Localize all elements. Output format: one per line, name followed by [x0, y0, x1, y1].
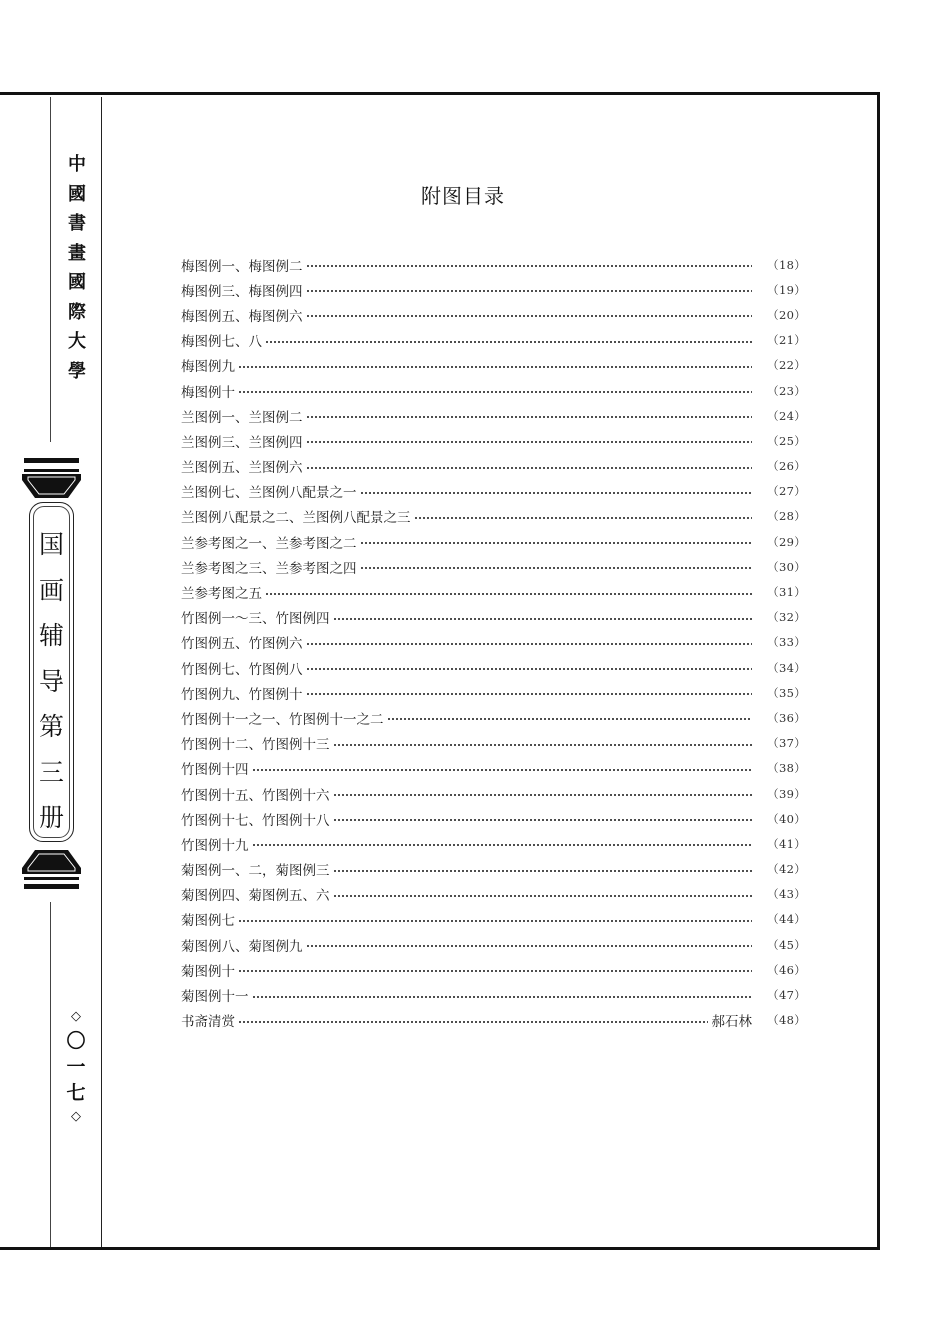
dot-leader: [238, 920, 752, 922]
toc-entry: [181, 705, 806, 730]
dot-leader: [252, 844, 753, 846]
dot-leader: [360, 542, 753, 544]
page-number-char: 〇: [66, 1030, 86, 1052]
book-title-char: 画: [38, 575, 64, 605]
dot-leader: [306, 265, 753, 267]
toc-entry: [181, 353, 806, 378]
toc-entry: [181, 831, 806, 856]
toc-entry-label: 菊图例七: [181, 909, 236, 929]
toc-entry-page: （37）: [767, 736, 806, 751]
book-title-char: 册: [38, 803, 64, 832]
dot-leader: [265, 341, 752, 343]
toc-entry-page: （22）: [767, 358, 806, 373]
ornament-bar: [24, 877, 79, 880]
dot-leader: [238, 391, 752, 393]
dot-leader: [238, 1021, 708, 1023]
dot-leader: [414, 517, 753, 519]
toc-entry-page: （47）: [767, 988, 806, 1003]
toc-entry: [181, 579, 806, 604]
toc-entry-page: （42）: [767, 862, 806, 877]
toc-entry-label: 竹图例十四: [181, 758, 250, 778]
toc-entry: [181, 454, 806, 479]
toc-entry-label: 兰图例八配景之二、兰图例八配景之三: [181, 506, 412, 526]
toc-entry: [181, 328, 806, 353]
toc-entry: [181, 378, 806, 403]
series-title-char: 際: [68, 301, 86, 323]
series-title-char: 大: [68, 331, 86, 352]
toc-entry-page: （43）: [767, 887, 806, 902]
toc-entry-page: （34）: [767, 660, 806, 675]
toc-entry: [181, 630, 806, 655]
toc-entry-label: 兰图例三、兰图例四: [181, 431, 304, 451]
toc-entry-label: 竹图例十一之一、竹图例十一之二: [181, 708, 385, 728]
chevron-ornament-bottom: [22, 850, 81, 874]
toc-entry: [181, 806, 806, 831]
toc-entry-label: 兰参考图之三、兰参考图之四: [181, 557, 358, 577]
toc-entry-label: 梅图例十: [181, 381, 236, 401]
toc-entry: [181, 882, 806, 907]
series-title-char: 國: [68, 183, 86, 205]
dot-leader: [387, 718, 753, 720]
toc-entry: [181, 605, 806, 630]
toc-entry-page: （19）: [767, 282, 806, 297]
toc-title: 附图目录: [421, 184, 505, 208]
toc-entry-label: 梅图例一、梅图例二: [181, 255, 304, 275]
toc-entry: [181, 857, 806, 882]
series-title-char: 學: [68, 360, 86, 382]
toc-entry: [181, 1008, 806, 1033]
toc-entry-label: 兰参考图之一、兰参考图之二: [181, 532, 358, 552]
dot-leader: [360, 492, 753, 494]
dot-leader: [306, 643, 753, 645]
toc-entry-label: 竹图例九、竹图例十: [181, 683, 304, 703]
toc-entry-page: （45）: [767, 937, 806, 952]
dot-leader: [306, 315, 753, 317]
toc-entry-label: 竹图例七、竹图例八: [181, 658, 304, 678]
toc-entry-label: 菊图例八、菊图例九: [181, 935, 304, 955]
toc-entry-label: 梅图例五、梅图例六: [181, 305, 304, 325]
toc-entry-label: 书斋清赏: [181, 1010, 236, 1030]
toc-entry: [181, 554, 806, 579]
toc-entry-label: 竹图例十七、竹图例十八: [181, 809, 331, 829]
toc-entry-page: （31）: [767, 585, 806, 600]
toc-entry-label: 竹图例十五、竹图例十六: [181, 784, 331, 804]
ornament-bar: [24, 884, 79, 889]
book-title-char: 导: [38, 666, 64, 696]
toc-entry-page: （32）: [767, 610, 806, 625]
toc-entry-label: 梅图例七、八: [181, 330, 263, 350]
toc-entry-page: （46）: [767, 962, 806, 977]
series-title-char: 書: [68, 213, 86, 234]
toc-entry-page: （29）: [767, 534, 806, 549]
dot-leader: [238, 366, 752, 368]
dot-leader: [333, 870, 753, 872]
spine-rule-top: [50, 97, 51, 442]
toc-entry-label: 竹图例五、竹图例六: [181, 632, 304, 652]
toc-entry-page: （18）: [767, 257, 806, 272]
toc-entry-page: （25）: [767, 433, 806, 448]
book-title: [29, 522, 74, 841]
toc-entry-page: （41）: [767, 836, 806, 851]
toc-entry: [181, 932, 806, 957]
dot-leader: [306, 467, 753, 469]
toc-entry-page: （30）: [767, 559, 806, 574]
dot-leader: [252, 996, 753, 998]
toc-list: [181, 252, 806, 1033]
toc-entry-label: 兰图例一、兰图例二: [181, 406, 304, 426]
toc-entry-page: （35）: [767, 685, 806, 700]
dot-leader: [306, 668, 753, 670]
dot-leader: [252, 769, 753, 771]
toc-entry: [181, 756, 806, 781]
toc-entry-label: 兰图例五、兰图例六: [181, 456, 304, 476]
dot-leader: [265, 593, 752, 595]
dot-leader: [306, 693, 753, 695]
toc-entry-label: 菊图例十: [181, 960, 236, 980]
toc-entry-label: 菊图例一、二，菊图例三: [181, 859, 331, 879]
toc-entry-label: 竹图例一～三、竹图例四: [181, 607, 331, 627]
book-title-char: 第: [38, 712, 64, 741]
toc-entry-label: 菊图例四、菊图例五、六: [181, 884, 331, 904]
toc-entry: [181, 731, 806, 756]
chevron-ornament-top: [22, 474, 81, 498]
series-title-char: 國: [68, 272, 86, 293]
series-title: [64, 150, 90, 386]
toc-entry-label: 梅图例三、梅图例四: [181, 280, 304, 300]
diamond-icon: ◇: [71, 1009, 81, 1024]
dot-leader: [333, 794, 753, 796]
spine-divider: [101, 97, 102, 1247]
toc-entry: [181, 529, 806, 554]
page-number-char: 一: [66, 1056, 86, 1078]
toc-entry: [181, 655, 806, 680]
toc-entry: [181, 957, 806, 982]
series-title-char: 中: [68, 154, 86, 175]
toc-entry-page: （33）: [767, 635, 806, 650]
page-number-char: 七: [66, 1082, 86, 1104]
toc-entry-page: （44）: [767, 912, 806, 927]
toc-entry-page: （24）: [767, 408, 806, 423]
ornament-bar: [24, 469, 79, 472]
toc-entry-label: 菊图例十一: [181, 985, 250, 1005]
toc-entry-label: 兰参考图之五: [181, 582, 263, 602]
dot-leader: [333, 895, 753, 897]
book-title-char: 辅: [38, 621, 64, 650]
toc-entry-page: （23）: [767, 383, 806, 398]
book-title-char: 三: [38, 757, 64, 787]
toc-entry: [181, 277, 806, 302]
dot-leader: [306, 945, 753, 947]
toc-entry-label: 竹图例十二、竹图例十三: [181, 733, 331, 753]
toc-entry: [181, 403, 806, 428]
toc-entry: [181, 479, 806, 504]
toc-entry-label: 兰图例七、兰图例八配景之一: [181, 481, 358, 501]
toc-entry-page: （48）: [767, 1013, 806, 1028]
book-title-char: 国: [38, 530, 64, 559]
toc-entry-author: 郝石林: [711, 1014, 752, 1031]
toc-entry: [181, 302, 806, 327]
toc-entry-page: （26）: [767, 459, 806, 474]
toc-entry-page: （38）: [767, 761, 806, 776]
toc-entry: [181, 907, 806, 932]
toc-entry-page: （20）: [767, 307, 806, 322]
dot-leader: [333, 819, 753, 821]
toc-entry-page: （27）: [767, 484, 806, 499]
dot-leader: [306, 416, 753, 418]
toc-entry: [181, 504, 806, 529]
toc-entry-label: 竹图例十九: [181, 834, 250, 854]
spine-rule-bottom: [50, 902, 51, 1247]
series-title-char: 畫: [68, 242, 86, 264]
diamond-icon: ◇: [71, 1109, 81, 1124]
toc-entry-label: 梅图例九: [181, 355, 236, 375]
toc-entry-page: （39）: [767, 786, 806, 801]
ornament-bar: [24, 458, 79, 463]
dot-leader: [306, 290, 753, 292]
toc-entry-page: （36）: [767, 710, 806, 725]
dot-leader: [360, 567, 753, 569]
dot-leader: [238, 970, 752, 972]
toc-entry-page: （21）: [767, 333, 806, 348]
toc-entry: [181, 781, 806, 806]
page-number: [58, 1006, 94, 1128]
dot-leader: [333, 618, 753, 620]
toc-entry: [181, 252, 806, 277]
toc-entry: [181, 680, 806, 705]
toc-entry: [181, 982, 806, 1007]
toc-entry-page: （28）: [767, 509, 806, 524]
dot-leader: [333, 744, 753, 746]
toc-entry-page: （40）: [767, 811, 806, 826]
dot-leader: [306, 441, 753, 443]
toc-entry: [181, 428, 806, 453]
